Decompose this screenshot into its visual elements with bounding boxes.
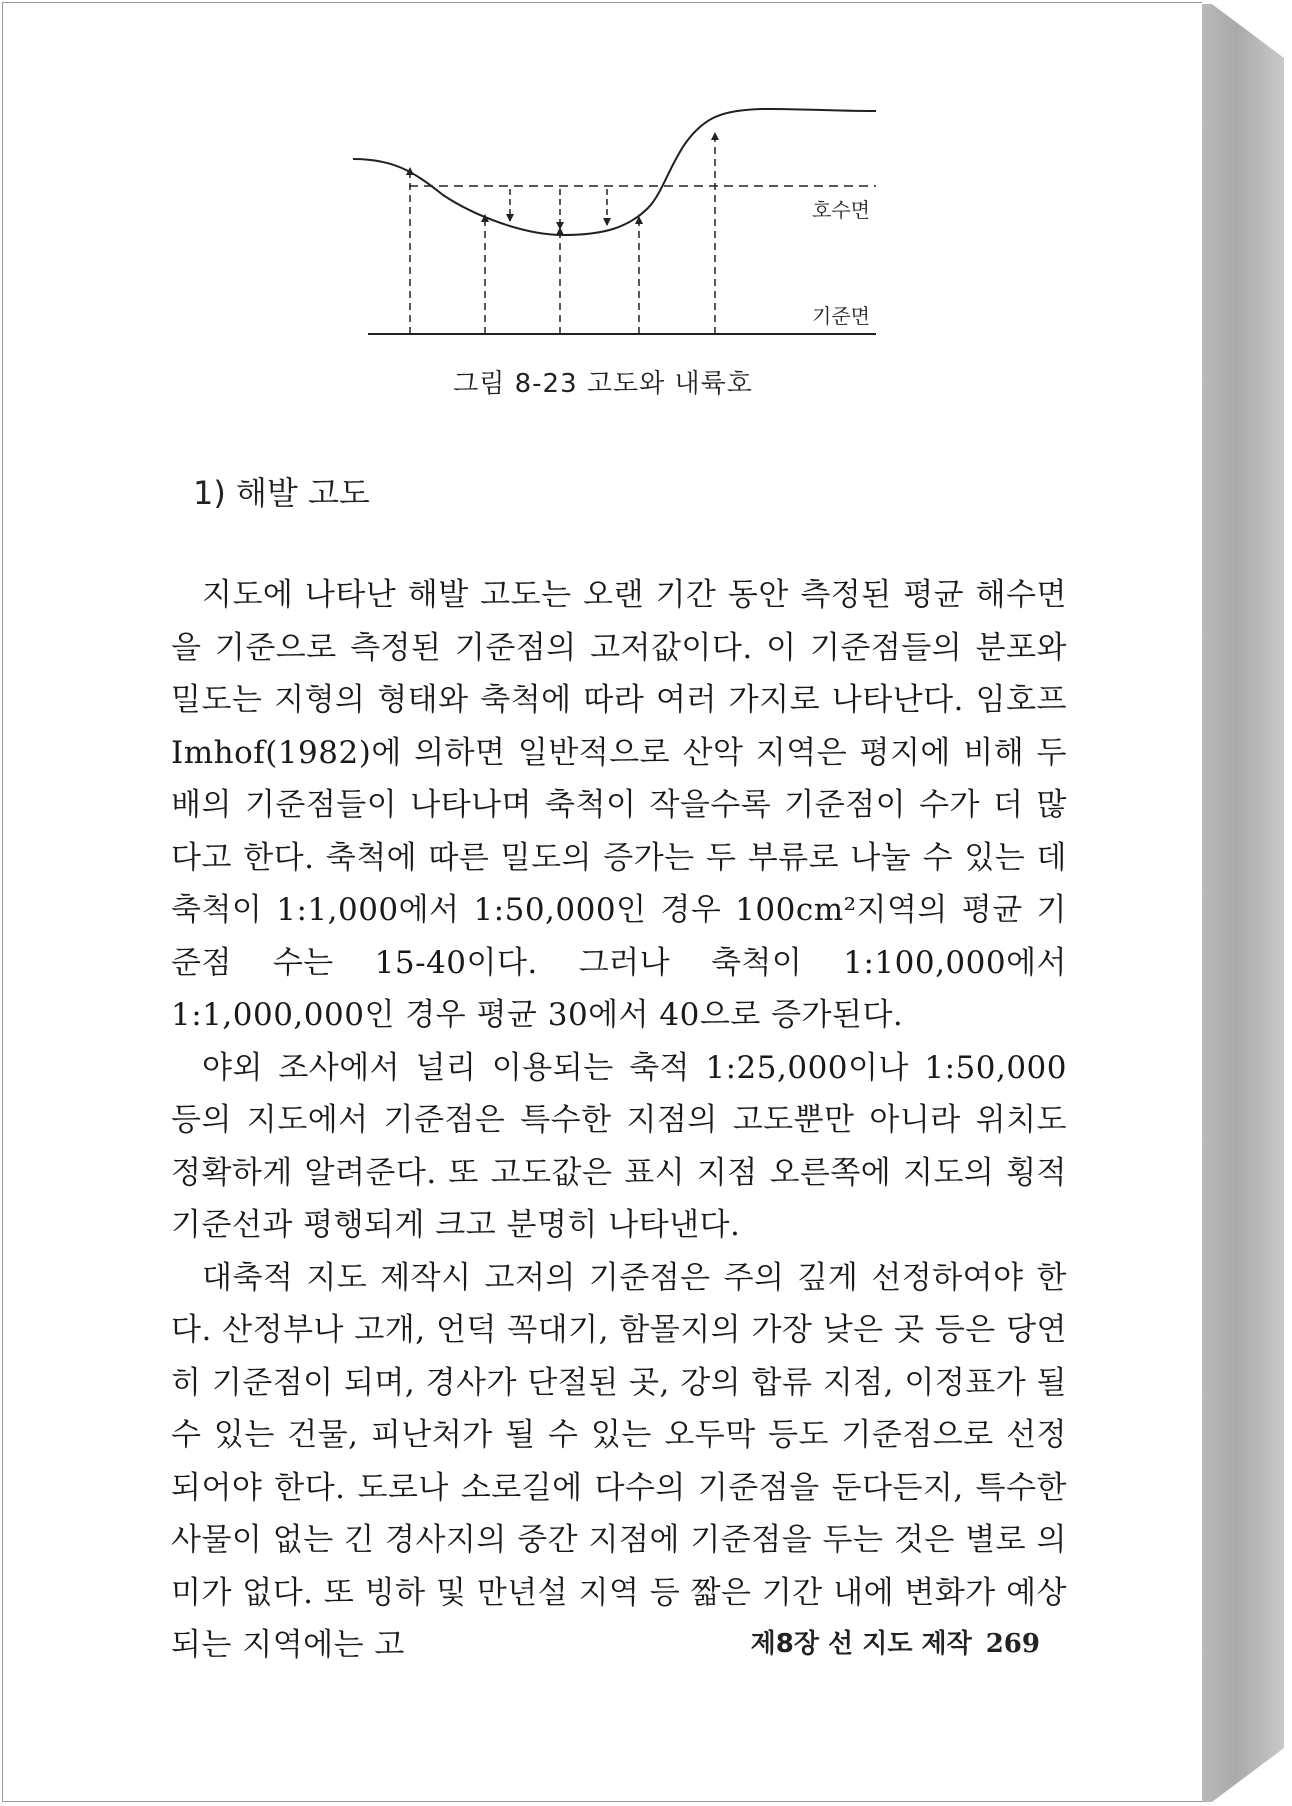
body-text bbox=[171, 569, 1067, 1672]
page-number: 269 bbox=[985, 1629, 1040, 1659]
lake-surface-label: 호수면 bbox=[812, 198, 870, 222]
paragraph: 대축적 지도 제작시 고저의 기준점은 주의 깊게 선정하여야 한다. 산정부나 고개, 언덕 꼭대기, 함몰지의 가장 낮은 곳 등은 당연히 기준점이 되며, 경사가 단절된 곳, 강의 합류 지점, 이정표가 될 수 있는 건물, 피난처가 될 수 있는 오두막 등도 기준점으로 선정되어야 한다. 도로나 소로길에 다수의 기준점을 둔다든지, 특수한 사물이 없는 긴 경사지의 중간 지점에 기준점을 두는 것은 별로 의미가 없다. 또 빙하 및 만년설 지역 등 짧은 기간 내에 변화가 예상되는 지역에는 고 bbox=[171, 1259, 1067, 1663]
section-title: 1) 해발 고도 bbox=[193, 474, 370, 512]
paragraph: 지도에 나타난 해발 고도는 오랜 기간 동안 측정된 평균 해수면을 기준으로 측정된 기준점의 고저값이다. 이 기준점들의 분포와 밀도는 지형의 형태와 축척에 따라 여러 가지로 나타난다. 임호프Imhof(1982)에 의하면 일반적으로 산악 지역은 평지에 비해 두 배의 기준점들이 나타나며 축척이 작을수록 기준점이 수가 더 많다고 한다. 축척에 따른 밀도의 증가는 두 부류로 나눌 수 있는 데 축척이 1:1,000에서 1:50,000인 경우 100cm²지역의 평균 기준점 수는 15-40이다. 그러나 축척이 1:100,000에서 1:1,000,000인 경우 평균 30에서 40으로 증가된다. bbox=[171, 577, 1067, 1033]
chapter-title: 제8장 선 지도 제작 bbox=[750, 1629, 972, 1659]
page-footer bbox=[751, 1623, 1040, 1660]
book-page bbox=[2, 2, 1202, 1802]
figure-caption: 그림 8-23 고도와 내륙호 bbox=[453, 369, 753, 399]
elevation-lake-diagram bbox=[3, 3, 1203, 363]
datum-label: 기준면 bbox=[812, 304, 870, 328]
page-edge-shadow bbox=[1196, 4, 1284, 1802]
terrain-profile-line bbox=[353, 109, 876, 235]
paragraph: 야외 조사에서 널리 이용되는 축적 1:25,000이나 1:50,000 등의 지도에서 기준점은 특수한 지점의 고도뿐만 아니라 위치도 정확하게 알려준다. 또 고도값은 표시 지점 오른쪽에 지도의 횡적 기준선과 평행되게 크고 분명히 나타낸다. bbox=[171, 1049, 1067, 1243]
